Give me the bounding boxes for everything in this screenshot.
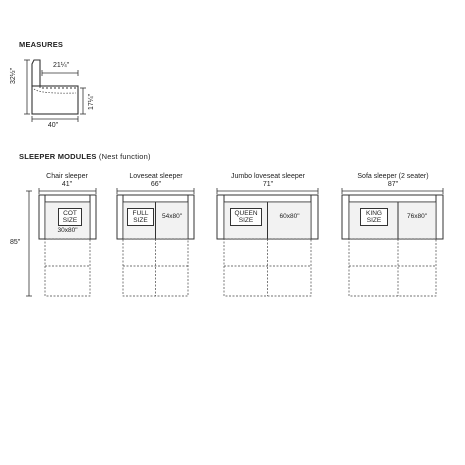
seat-height-dimension: 17¼" [88, 93, 95, 110]
overall-width-dimension: 40" [47, 122, 59, 129]
module-width: 87" [387, 181, 399, 188]
seat-depth-dimension: 21¼" [53, 62, 70, 69]
sleeper-modules-title: SLEEPER MODULES [19, 152, 97, 161]
module-name: Sofa sleeper (2 seater) [357, 173, 429, 180]
mattress-size: 54x80" [161, 213, 183, 220]
sleeper-modules-subtitle: (Nest function) [98, 152, 151, 161]
module-sofa-title [337, 173, 449, 189]
measures-heading: MEASURES [19, 40, 64, 49]
overall-height-dimension: 32½" [10, 67, 17, 84]
mattress-type-label: COT SIZE [58, 208, 82, 226]
mattress-type-label: KING SIZE [360, 208, 388, 226]
overall-depth-dimension: 85" [10, 239, 21, 246]
module-width: 41" [61, 181, 73, 188]
module-chair-title [27, 173, 107, 189]
module-width: 66" [150, 181, 162, 188]
mattress-size: 60x80" [279, 213, 300, 220]
module-name: Loveseat sleeper [129, 173, 183, 180]
mattress-size: 76x80" [406, 213, 428, 220]
mattress-type-label: FULL SIZE [127, 208, 154, 226]
mattress-size: 30x80" [57, 227, 78, 234]
module-loveseat-title [106, 173, 206, 189]
module-name: Chair sleeper [46, 173, 88, 180]
module-jumbo-title [212, 173, 324, 189]
module-width: 71" [262, 181, 274, 188]
mattress-type-label: QUEEN SIZE [230, 208, 262, 226]
module-name: Jumbo loveseat sleeper [231, 173, 305, 180]
